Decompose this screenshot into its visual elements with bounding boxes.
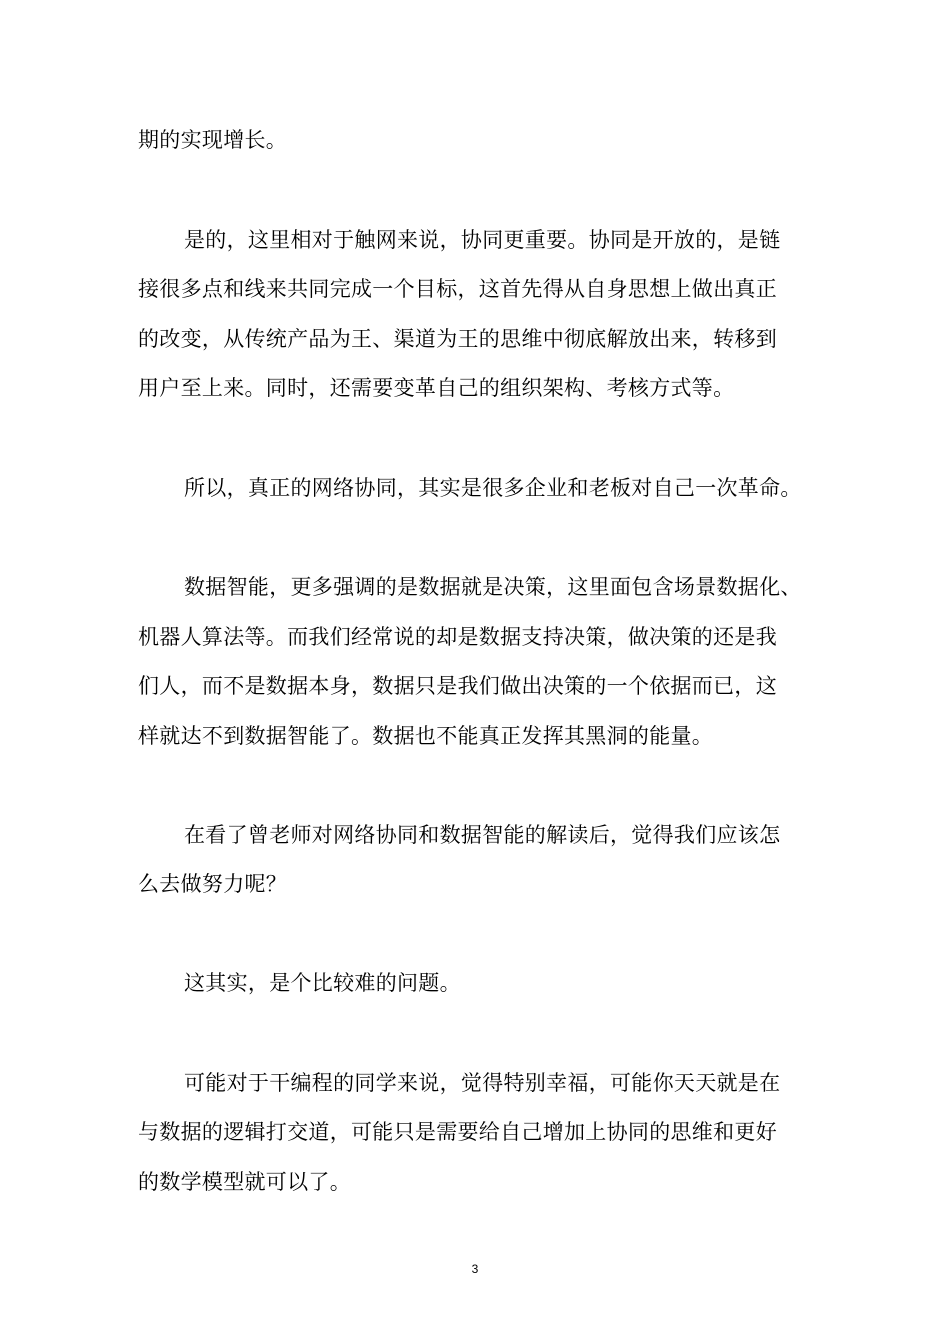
- paragraph-7-line-1: 可能对于干编程的同学来说，觉得特别幸福，可能你天天就是在: [184, 1071, 781, 1095]
- paragraph-7-line-2: 与数据的逻辑打交道，可能只是需要给自己增加上协同的思维和更好: [138, 1120, 777, 1144]
- paragraph-5-line-2: 么去做努力呢？: [138, 872, 288, 896]
- paragraph-7-line-3: 的数学模型就可以了。: [138, 1170, 351, 1194]
- paragraph-2-line-3: 的改变，从传统产品为王、渠道为王的思维中彻底解放出来，转移到: [138, 327, 777, 351]
- page-number: 3: [471, 1262, 479, 1276]
- paragraph-2-line-2: 接很多点和线来共同完成一个目标，这首先得从自身思想上做出真正: [138, 277, 777, 301]
- paragraph-2-line-1: 是的，这里相对于触网来说，协同更重要。协同是开放的，是链: [184, 228, 781, 252]
- paragraph-4-line-4: 样就达不到数据智能了。数据也不能真正发挥其黑洞的能量。: [138, 724, 714, 748]
- paragraph-6-line-1: 这其实，是个比较难的问题。: [184, 971, 461, 995]
- paragraph-4-line-3: 们人，而不是数据本身，数据只是我们做出决策的一个依据而已，这: [138, 674, 777, 698]
- paragraph-3-line-1: 所以，真正的网络协同，其实是很多企业和老板对自己一次革命。: [184, 476, 802, 500]
- paragraph-5-line-1: 在看了曾老师对网络协同和数据智能的解读后，觉得我们应该怎: [184, 823, 781, 847]
- paragraph-2-line-4: 用户至上来。同时，还需要变革自己的组织架构、考核方式等。: [138, 376, 735, 400]
- paragraph-4-line-2: 机器人算法等。而我们经常说的却是数据支持决策，做决策的还是我: [138, 625, 777, 649]
- paragraph-1-line-1: 期的实现增长。: [138, 128, 288, 152]
- paragraph-4-line-1: 数据智能，更多强调的是数据就是决策，这里面包含场景数据化、: [184, 575, 802, 599]
